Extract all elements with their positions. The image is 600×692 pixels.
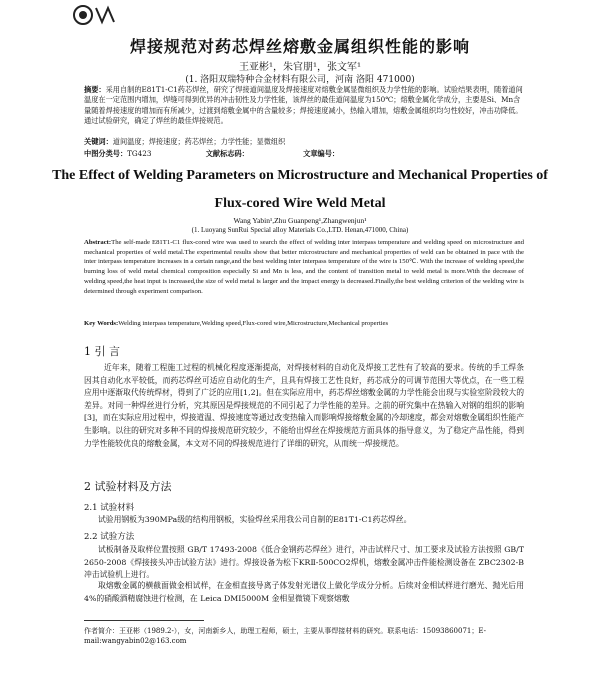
english-keywords-label: Key Words: — [84, 320, 119, 327]
english-keywords-text: Welding interpass temperature,Welding speed,Flux-cored wire,Microstructure,Mechanical properties — [118, 320, 389, 327]
author-footnote: 作者简介：王亚彬（1989.2-），女，河南新乡人，助理工程师，硕士，主要从事焊接材料的研究。联系电话：15093860071；E-mail:wangyabin02@163.com — [84, 627, 486, 645]
english-abstract — [84, 238, 524, 296]
footnote-divider — [84, 620, 204, 621]
chinese-keywords-text: 道间温度；焊接速度；药芯焊丝；力学性能；显微组织 — [112, 137, 286, 146]
chinese-authors: 王亚彬¹，朱官朋¹，张文军¹ — [238, 62, 362, 73]
classification-row — [84, 149, 524, 159]
section-2-heading: 2 试验材料及方法 — [84, 480, 172, 493]
english-title-line2: Flux-cored Wire Weld Metal — [214, 196, 386, 211]
chinese-abstract-text: 采用自制的E81T1-C1药芯焊丝，研究了焊接道间温度及焊接速度对熔敷金属显微组织及力学性能的影响。试验结果表明，随着道间温度在一定范围内增加，焊缝可得到优异的冲击韧性及力学性能，该焊丝的最佳道间温度为150℃；熔敷金属化学成分，主要是Si、Mn含量随着焊接速度的增加而有所减少，过渡到熔敷金属中的含量较多；焊接速度减小，热输入增加，熔敷金属组织均匀性较好，冲击功降低。通过试验研究，确定了焊丝的最佳焊接规范。 — [84, 85, 523, 126]
english-abstract-text: The self-made E81T1-C1 flux-cored wire was used to search the effect of welding inter interpass temperature and welding speed on microstructure and mechanical properties of weld metal.The experimental results show that better microstructure and mechanical properties of weld can be obtained in pace with the inter interpass temperature increases in a certain range,and the best welding inter interpass temperature of the wire is 150℃. With the increase of welding speed,the burning loss of weld metal chemical composition especially Si and Mn is less, and the content of transition metal to weld metal is more.With the decrease of welding speed,the heat input is increased,the size of weld metal is larger and the impact energy is decreased.Finally,the best welding criterion of the welding wire is determined through experiment comparison. — [84, 239, 524, 295]
chinese-keywords-label: 关键词： — [84, 137, 113, 146]
methods-paragraph: 试板制备及取样位置按照 GB/T 17493-2008《低合金钢药芯焊丝》进行，冲击试样尺寸、加工要求及试验方法按照 GB/T 2650-2008《焊接接头冲击试验方法》进行。焊接设备为松下KRⅡ-500CO2焊机，熔敷金属冲击件能检测设备在 ZBC2302-B 冲击试验机上进行。 — [84, 545, 524, 580]
chinese-abstract — [84, 85, 524, 127]
chinese-title: 焊接规范对药芯焊丝熔敷金属组织性能的影响 — [129, 37, 470, 56]
introduction-paragraph: 近年来，随着工程施工过程的机械化程度逐渐提高，对焊接材料的自动化及焊接工艺性有了较高的要求。传统的手工焊条因其自动化水平较低，而药芯焊丝可适应自动化的生产，且具有焊接工艺性良好，药芯成分的可调节范围大等优点，在一些工程应用中逐渐取代传统焊材，得到了广泛的应用[1,2]。但在实际应用中，药芯焊丝熔敷金属的力学性能会出现与实验室阶段较大的差异。对同一种焊丝进行分析，究其原因是焊接规范的不同引起了力学性能的差异。之前的研究集中在热输入对钢的组织的影响[3]，而在实际应用过程中，焊接道温、焊接速度等通过改变热输入而影响焊接熔敷金属的冷却速度，都会对熔敷金属组织性能产生影响。以往的研究对多种不同的焊接规范研究较少，不能给出焊丝在焊接规范方面具体的指导意义，为了稳定产品性能，得到力学性能较优良的熔敷金属，本文对不同的焊接规范进行了详细的研究，从而统一焊接规范。 — [84, 363, 524, 448]
english-keywords — [84, 320, 524, 327]
english-title-line1: The Effect of Welding Parameters on Microstructure and Mechanical Properties of — [52, 168, 548, 183]
section-1-heading: 1 引 言 — [84, 345, 120, 358]
subsection-2-2-heading: 2.2 试验方法 — [84, 532, 135, 542]
english-abstract-label: Abstract: — [84, 239, 112, 246]
clc-label: 中图分类号： — [84, 149, 128, 158]
materials-paragraph: 试验用钢板为390MPa级的结构用钢板，实验焊丝采用我公司自制的E81T1-C1药芯焊丝。 — [98, 515, 412, 524]
article-no-label: 文章编号： — [303, 149, 340, 158]
chinese-abstract-label: 摘要： — [84, 85, 106, 94]
chinese-affiliation: (1. 洛阳双瑞特种合金材料有限公司，河南 洛阳 471000) — [185, 75, 415, 85]
journal-logo — [72, 4, 116, 26]
clc-value: TG423 — [127, 149, 152, 158]
subsection-2-1-heading: 2.1 试验材料 — [84, 503, 135, 513]
english-authors: Wang Yabin¹,Zhu Guanpeng¹,Zhangwenjun¹ — [233, 216, 367, 225]
english-affiliation: (1. Luoyang SunRui Special alloy Materials Co.,LTD. Henan,471000, China) — [191, 226, 409, 234]
doc-code-label: 文献标志码： — [205, 149, 249, 158]
chinese-keywords — [84, 137, 524, 147]
metallography-paragraph: 取熔敷金属的横截面做金相试样，在金相直接导离子体发射光谱仪上做化学成分分析。后续对金相试样进行磨光、抛光后用4%的硝酸酒精腐蚀进行检测，在 Leica DMI5000M 金相显微镜下观察熔敷 — [84, 581, 524, 603]
